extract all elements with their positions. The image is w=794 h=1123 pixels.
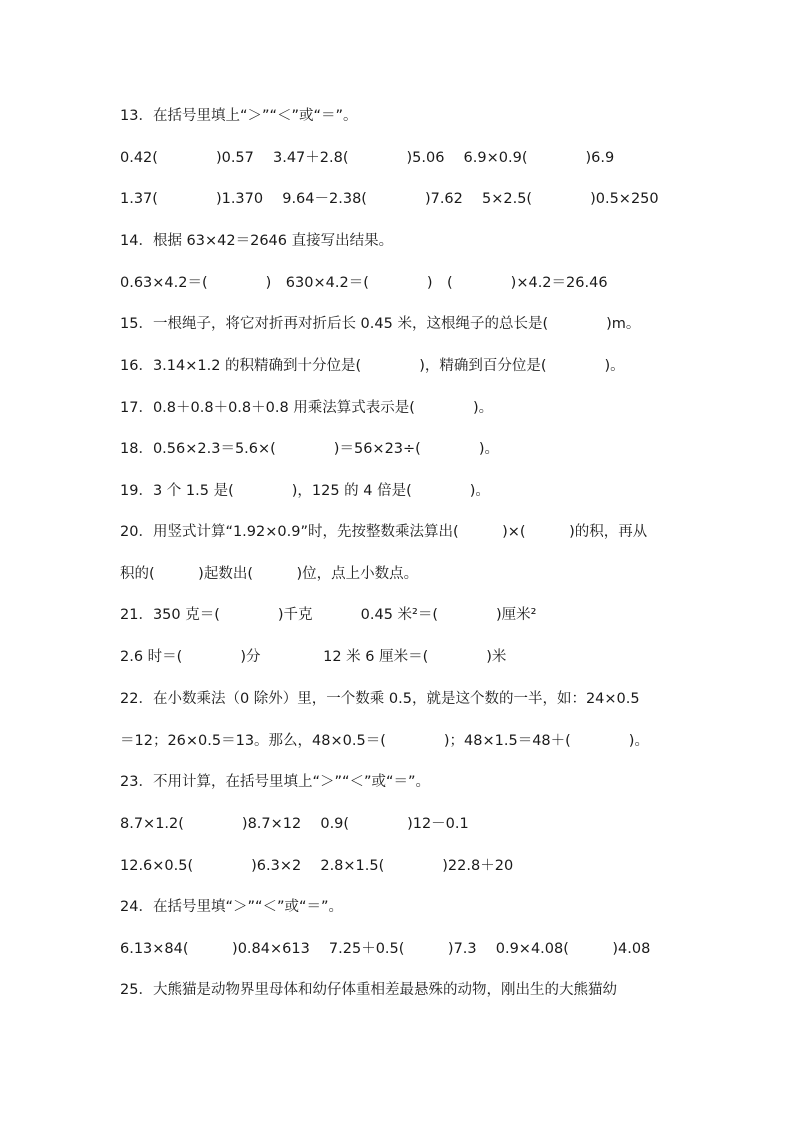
question-14-title: 14．根据 63×42＝2646 直接写出结果。 [120, 233, 394, 249]
question-21-row-1: 21．350 克＝( )千克 0.45 米²＝( )厘米² [120, 607, 537, 623]
question-25-line-1: 25．大熊猫是动物界里母体和幼仔体重相差最悬殊的动物，刚出生的大熊猫幼 [120, 982, 617, 998]
question-21-row-2: 2.6 时＝( )分 12 米 6 厘米＝( )米 [120, 649, 507, 665]
question-17: 17．0.8＋0.8＋0.8＋0.8 用乘法算式表示是( )。 [120, 400, 494, 416]
question-15: 15．一根绳子，将它对折再对折后长 0.45 米，这根绳子的总长是( )m。 [120, 316, 641, 332]
question-23-title: 23．不用计算，在括号里填上“＞”“＜”或“＝”。 [120, 774, 431, 790]
question-22-line-1: 22．在小数乘法（0 除外）里，一个数乘 0.5，就是这个数的一半，如：24×0.5 [120, 691, 640, 707]
question-18: 18．0.56×2.3＝5.6×( )＝56×23÷( )。 [120, 441, 499, 457]
question-14-row: 0.63×4.2＝( ) 630×4.2＝( ) ( )×4.2＝26.46 [120, 275, 608, 291]
question-22-line-2: ＝12；26×0.5＝13。那么，48×0.5＝( )；48×1.5＝48＋( )。 [120, 733, 649, 749]
question-16: 16．3.14×1.2 的积精确到十分位是( )，精确到百分位是( )。 [120, 358, 625, 374]
question-19: 19．3 个 1.5 是( )，125 的 4 倍是( )。 [120, 483, 490, 499]
question-20-line-1: 20．用竖式计算“1.92×0.9”时，先按整数乘法算出( )×( )的积，再从 [120, 524, 648, 540]
question-24-row: 6.13×84( )0.84×613 7.25＋0.5( )7.3 0.9×4.08( )4.08 [120, 941, 651, 957]
question-13-row-2: 1.37( )1.370 9.64－2.38( )7.62 5×2.5( )0.5×250 [120, 191, 659, 207]
question-23-row-1: 8.7×1.2( )8.7×12 0.9( )12－0.1 [120, 816, 469, 832]
question-13-title: 13．在括号里填上“＞”“＜”或“＝”。 [120, 108, 358, 124]
question-24-title: 24．在括号里填“＞”“＜”或“＝”。 [120, 899, 344, 915]
question-23-row-2: 12.6×0.5( )6.3×2 2.8×1.5( )22.8＋20 [120, 858, 514, 874]
question-20-line-2: 积的( )起数出( )位，点上小数点。 [120, 566, 419, 582]
question-13-row-1: 0.42( )0.57 3.47＋2.8( )5.06 6.9×0.9( )6.9 [120, 150, 615, 166]
